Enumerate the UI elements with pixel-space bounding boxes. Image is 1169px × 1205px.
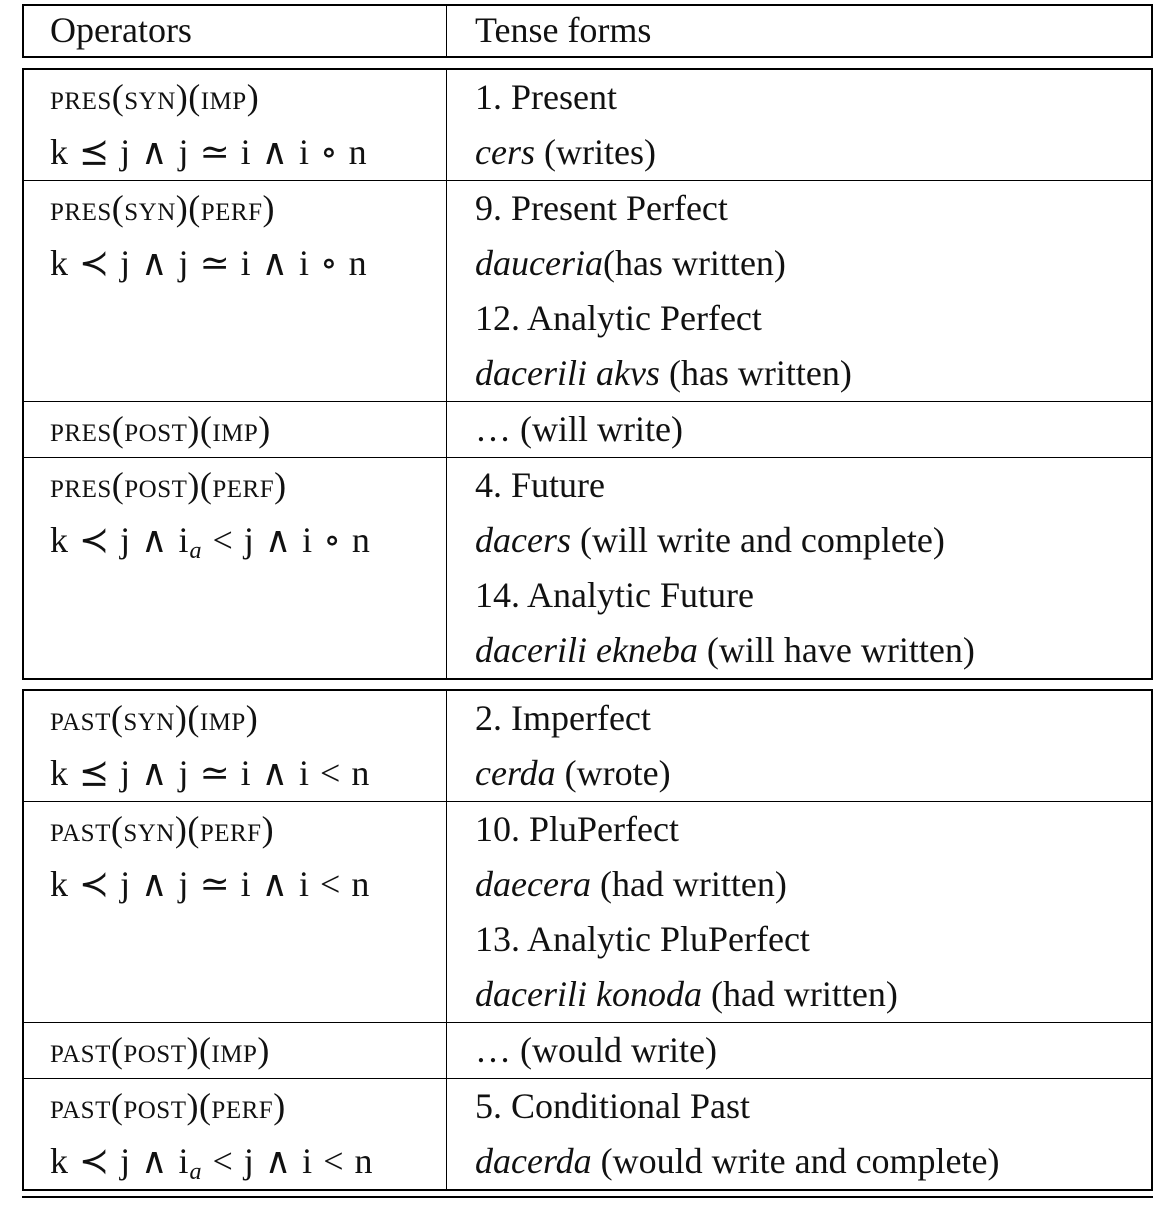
tense-label: … (will write) bbox=[475, 409, 683, 449]
table-row bbox=[24, 801, 1151, 1022]
gloss: (has written) bbox=[602, 243, 786, 283]
georgian-word: dauceria bbox=[475, 243, 603, 283]
table-row bbox=[24, 691, 1151, 801]
gloss: (would write and complete) bbox=[591, 1141, 1000, 1181]
operator: pres(post)(perf) bbox=[50, 465, 287, 505]
operator: pres(post)(imp) bbox=[50, 409, 271, 449]
table-header bbox=[22, 4, 1153, 58]
georgian-word: dacerili ekneba bbox=[475, 630, 698, 670]
georgian-word: dacerili konoda bbox=[475, 974, 702, 1014]
table-row bbox=[24, 457, 1151, 678]
table-row bbox=[24, 1022, 1151, 1078]
past-section bbox=[22, 689, 1153, 1191]
table-row bbox=[24, 180, 1151, 401]
gloss: (had written) bbox=[701, 974, 898, 1014]
bottom-rule bbox=[22, 1196, 1153, 1198]
tense-example bbox=[475, 513, 1151, 568]
present-section bbox=[22, 68, 1153, 680]
tense-example bbox=[475, 125, 1151, 180]
operator: past(post)(perf) bbox=[50, 1086, 286, 1126]
gloss: (had written) bbox=[590, 864, 787, 904]
tense-label: 5. Conditional Past bbox=[475, 1086, 751, 1126]
tense-example bbox=[475, 236, 1151, 291]
tense-label: 1. Present bbox=[475, 77, 617, 117]
tense-label: … (would write) bbox=[475, 1030, 717, 1070]
table-row bbox=[24, 70, 1151, 180]
gloss: (has written) bbox=[659, 353, 852, 393]
tense-label: 2. Imperfect bbox=[475, 698, 651, 738]
formula: k ≺ j ∧ $i_a < j$ ∧ i < n bbox=[50, 1141, 374, 1185]
tense-example bbox=[475, 857, 1151, 912]
tense-example bbox=[475, 623, 1151, 678]
tense-label: 4. Future bbox=[475, 465, 605, 505]
table-row bbox=[24, 1078, 1151, 1189]
tense-label: 13. Analytic PluPerfect bbox=[475, 919, 810, 959]
operator: past(post)(imp) bbox=[50, 1030, 270, 1070]
georgian-word: dacerda bbox=[475, 1141, 592, 1181]
table-row bbox=[24, 401, 1151, 457]
tense-label: 9. Present Perfect bbox=[475, 188, 728, 228]
georgian-word: dacerili akvs bbox=[475, 353, 660, 393]
tense-label: 14. Analytic Future bbox=[475, 575, 754, 615]
gloss: (writes) bbox=[534, 132, 656, 172]
tense-example bbox=[475, 346, 1151, 401]
tense-example bbox=[475, 746, 1151, 801]
gloss: (will write and complete) bbox=[570, 520, 945, 560]
formula: k ⪯ j ∧ j ≃ i ∧ i ∘ n bbox=[50, 132, 368, 172]
gloss: (wrote) bbox=[555, 753, 671, 793]
georgian-word: dacers bbox=[475, 520, 571, 560]
formula: k ⪯ j ∧ j ≃ i ∧ i < n bbox=[50, 753, 371, 793]
operator: pres(syn)(imp) bbox=[50, 77, 260, 117]
georgian-word: daecera bbox=[475, 864, 591, 904]
header-tense-forms: Tense forms bbox=[475, 10, 652, 50]
header-operators: Operators bbox=[50, 10, 192, 50]
operator: pres(syn)(perf) bbox=[50, 188, 275, 228]
tense-example bbox=[475, 967, 1151, 1022]
tense-label: 12. Analytic Perfect bbox=[475, 298, 762, 338]
gloss: (will have written) bbox=[697, 630, 975, 670]
tense-example bbox=[475, 1134, 1151, 1189]
georgian-word: cerda bbox=[475, 753, 556, 793]
georgian-word: cers bbox=[475, 132, 535, 172]
operator: past(syn)(perf) bbox=[50, 809, 275, 849]
formula: k ≺ j ∧ $i_a < j$ ∧ i ∘ n bbox=[50, 520, 371, 564]
formula: k ≺ j ∧ j ≃ i ∧ i < n bbox=[50, 864, 371, 904]
operator: past(syn)(imp) bbox=[50, 698, 259, 738]
formula: k ≺ j ∧ j ≃ i ∧ i ∘ n bbox=[50, 243, 368, 283]
tense-label: 10. PluPerfect bbox=[475, 809, 679, 849]
